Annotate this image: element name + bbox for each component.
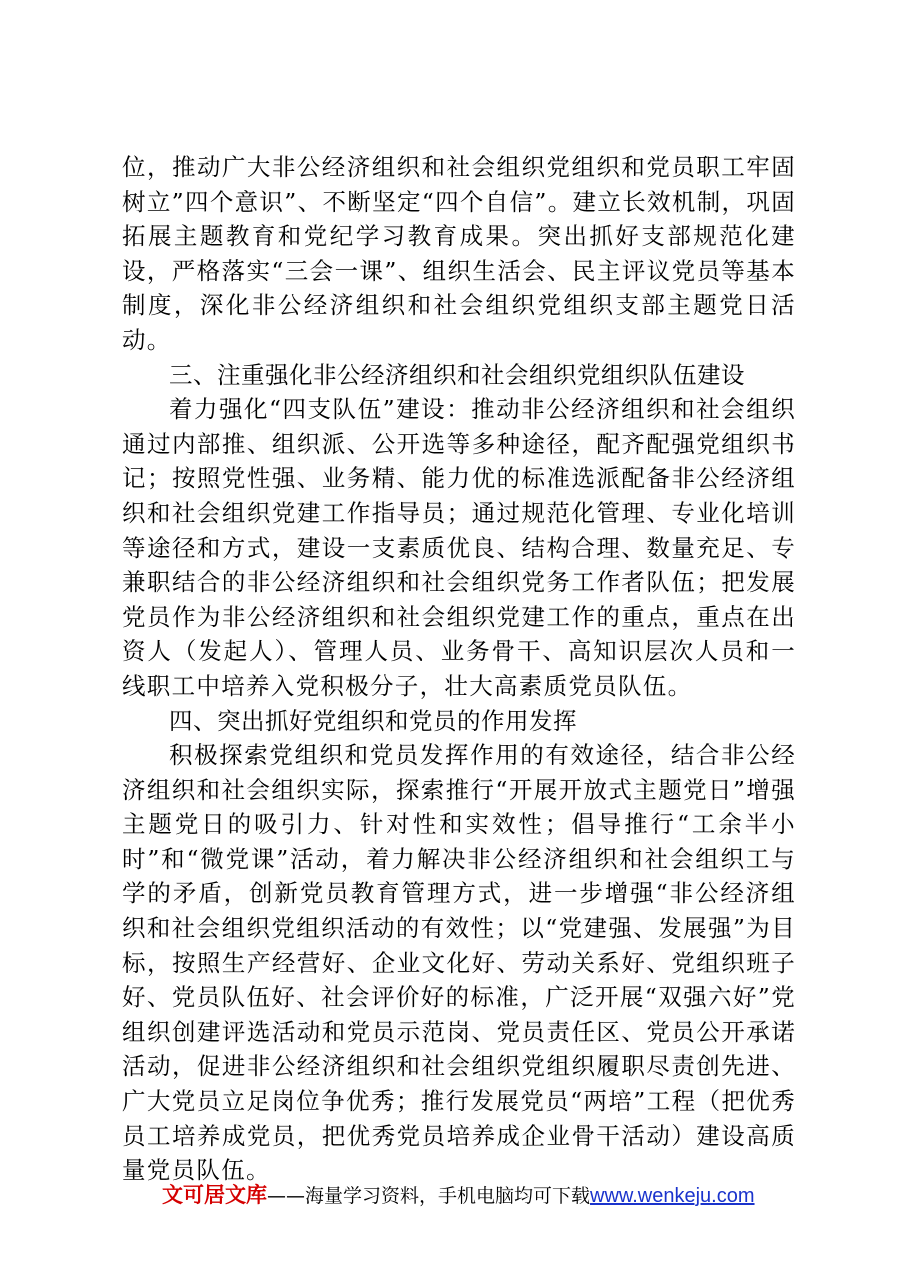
document-body bbox=[122, 150, 796, 1188]
paragraph-section-4: 积极探索党组织和党员发挥作用的有效途径，结合非公经济组织和社会组织实际，探索推行“开展开放式主题党日”增强主题党日的吸引力、针对性和实效性；倡导推行“工余半小时”和“微党课”活动，着力解决非公经济组织和社会组织工与学的矛盾，创新党员教育管理方式，进一步增强“非公经济组织和社会组织党组织活动的有效性；以“党建强、发展强”为目标，按照生产经营好、企业文化好、劳动关系好、党组织班子好、党员队伍好、社会评价好的标准，广泛开展“双强六好”党组织创建评选活动和党员示范岗、党员责任区、党员公开承诺活动，促进非公经济组织和社会组织党组织履职尽责创先进、广大党员立足岗位争优秀；推行发展党员“两培”工程（把优秀员工培养成党员，把优秀党员培养成企业骨干活动）建设高质量党员队伍。 bbox=[122, 741, 796, 1185]
footer-dash: —— bbox=[267, 1185, 305, 1207]
footer-website-link[interactable]: www.wenkeju.com bbox=[590, 1185, 755, 1207]
footer-slogan: 海量学习资料，手机电脑均可下载 bbox=[305, 1185, 591, 1207]
paragraph-section-3: 着力强化“四支队伍”建设：推动非公经济组织和社会组织通过内部推、组织派、公开选等多种途径，配齐配强党组织书记；按照党性强、业务精、能力优的标准选派配备非公经济组织和社会组织党建工作指导员；通过规范化管理、专业化培训等途径和方式，建设一支素质优良、结构合理、数量充足、专兼职结合的非公经济组织和社会组织党务工作者队伍；把发展党员作为非公经济组织和社会组织党建工作的重点，重点在出资人（发起人）、管理人员、业务骨干、高知识层次人员和一线职工中培养入党积极分子，壮大高素质党员队伍。 bbox=[122, 395, 796, 700]
section-heading-4: 四、突出抓好党组织和党员的作用发挥 bbox=[169, 706, 577, 735]
paragraph-continuation: 位，推动广大非公经济组织和社会组织党组织和党员职工牢固树立”四个意识”、不断坚定“四个自信”。建立长效机制，巩固拓展主题教育和党纪学习教育成果。突出抓好支部规范化建设，严格落实“三会一课”、组织生活会、民主评议党员等基本制度，深化非公经济组织和社会组织党组织支部主题党日活动。 bbox=[122, 153, 796, 354]
footer-banner bbox=[162, 1181, 782, 1210]
section-heading-3: 三、注重强化非公经济组织和社会组织党组织队伍建设 bbox=[169, 360, 745, 389]
footer-brand: 文可居文库 bbox=[162, 1183, 267, 1207]
